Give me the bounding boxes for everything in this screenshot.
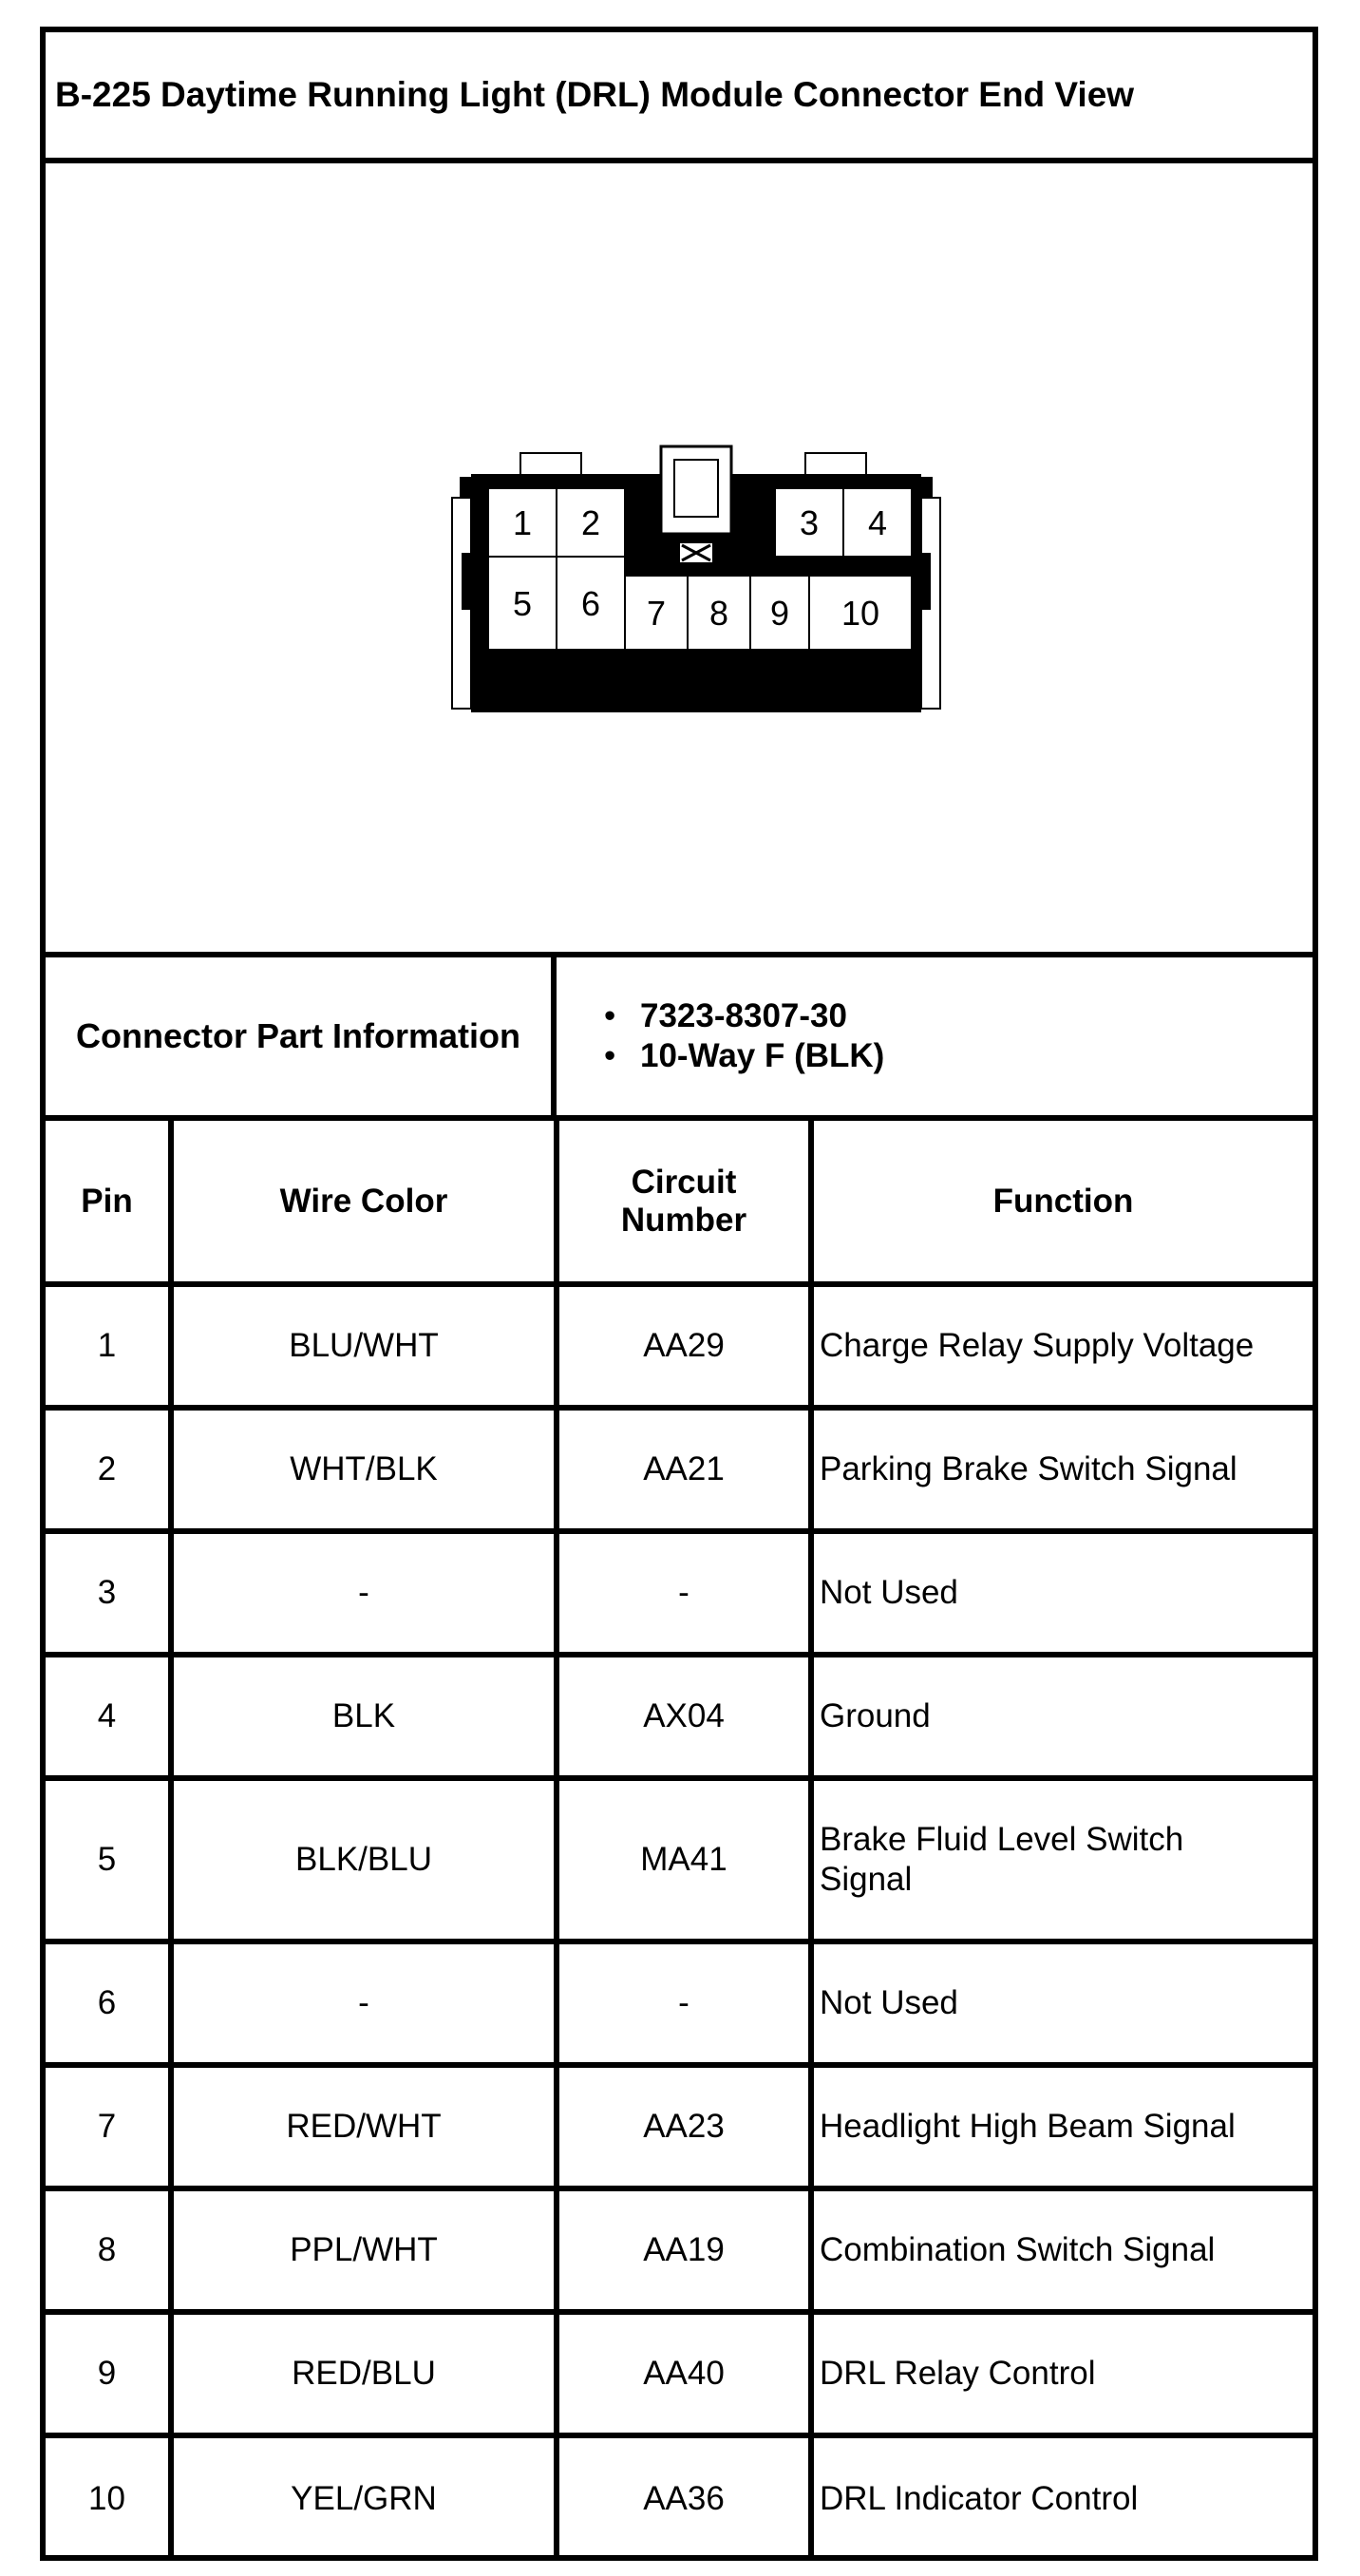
table-row (46, 1778, 1313, 1941)
wire-color-cell: PPL/WHT (171, 2188, 557, 2312)
pin-number-label: 3 (799, 503, 820, 542)
pin-number-label: 7 (646, 594, 667, 633)
header-circuit-line1: Circuit (631, 1163, 737, 1201)
wire-color-cell: RED/WHT (171, 2065, 557, 2188)
wire-color-cell: WHT/BLK (171, 1408, 557, 1531)
table-row (46, 1531, 1313, 1655)
pin-cell: 8 (46, 2188, 171, 2312)
connector-sheet (40, 27, 1318, 2561)
table-row (46, 1655, 1313, 1778)
pin-cell: 7 (46, 2065, 171, 2188)
function-cell: Combination Switch Signal (811, 2188, 1313, 2312)
table-row (46, 2065, 1313, 2188)
pin-cell: 2 (46, 1408, 171, 1531)
table-row (46, 1284, 1313, 1408)
function-line2: Signal (820, 1861, 913, 1898)
table-row (46, 1408, 1313, 1531)
circuit-cell: AX04 (557, 1655, 811, 1778)
corner-left (460, 477, 471, 498)
circuit-cell: - (557, 1941, 811, 2065)
table-row (46, 2188, 1313, 2312)
function-cell: Not Used (811, 1531, 1313, 1655)
circuit-cell: AA40 (557, 2312, 811, 2435)
pin-number-label: 8 (708, 594, 729, 633)
circuit-cell: - (557, 1531, 811, 1655)
table-row (46, 2312, 1313, 2435)
wire-color-cell: BLK/BLU (171, 1778, 557, 1941)
pin-cell: 9 (46, 2312, 171, 2435)
wire-color-cell: YEL/GRN (171, 2435, 557, 2559)
pin-number-label: 10 (841, 594, 880, 633)
function-cell: Parking Brake Switch Signal (811, 1408, 1313, 1531)
wire-color-cell: BLK (171, 1655, 557, 1778)
connector-diagram-panel (46, 163, 1313, 957)
function-cell: Headlight High Beam Signal (811, 2065, 1313, 2188)
function-cell: DRL Indicator Control (811, 2435, 1313, 2559)
connector-end-view-diagram (46, 163, 1313, 952)
function-line1: Brake Fluid Level Switch (820, 1821, 1184, 1858)
wire-color-cell: - (171, 1531, 557, 1655)
wire-color-cell: BLU/WHT (171, 1284, 557, 1408)
pin-number-label: 5 (512, 584, 533, 623)
header-circuit-number (557, 1121, 811, 1284)
wire-color-cell: - (171, 1941, 557, 2065)
header-circuit-line2: Number (620, 1201, 747, 1239)
rib-left (462, 553, 471, 610)
rib-right (921, 553, 931, 610)
center-latch-window (674, 460, 718, 517)
corner-right (921, 477, 933, 498)
pin-cell: 1 (46, 1284, 171, 1408)
table-row (46, 2435, 1313, 2559)
pinout-table (46, 1121, 1313, 2559)
function-cell: Not Used (811, 1941, 1313, 2065)
pin-cell: 5 (46, 1778, 171, 1941)
part-number: • 7323-8307-30 (640, 996, 1313, 1036)
function-cell: Ground (811, 1655, 1313, 1778)
connector-description: • 10-Way F (BLK) (640, 1036, 1313, 1076)
pin-number-label: 9 (769, 594, 790, 633)
pin-cell: 6 (46, 1941, 171, 2065)
pin-number-label: 6 (580, 584, 601, 623)
connector-part-information (46, 957, 1313, 1121)
header-wire-color: Wire Color (171, 1121, 557, 1284)
function-cell: Charge Relay Supply Voltage (811, 1284, 1313, 1408)
pin-cell: 3 (46, 1531, 171, 1655)
circuit-cell: AA19 (557, 2188, 811, 2312)
header-function: Function (811, 1121, 1313, 1284)
wire-color-cell: RED/BLU (171, 2312, 557, 2435)
function-cell (811, 1778, 1313, 1941)
part-info-list (557, 957, 1313, 1115)
circuit-cell: AA36 (557, 2435, 811, 2559)
pin-cell: 10 (46, 2435, 171, 2559)
pin-number-label: 1 (512, 503, 533, 542)
page-title: B-225 Daytime Running Light (DRL) Module Connector End View (46, 32, 1313, 163)
pin-number-label: 2 (580, 503, 601, 542)
pin-number-label: 4 (867, 503, 888, 542)
pin-cell: 4 (46, 1655, 171, 1778)
circuit-cell: MA41 (557, 1778, 811, 1941)
circuit-cell: AA29 (557, 1284, 811, 1408)
table-header-row (46, 1121, 1313, 1284)
part-info-label: Connector Part Information (46, 957, 557, 1115)
function-cell: DRL Relay Control (811, 2312, 1313, 2435)
circuit-cell: AA21 (557, 1408, 811, 1531)
table-row (46, 1941, 1313, 2065)
header-pin: Pin (46, 1121, 171, 1284)
circuit-cell: AA23 (557, 2065, 811, 2188)
